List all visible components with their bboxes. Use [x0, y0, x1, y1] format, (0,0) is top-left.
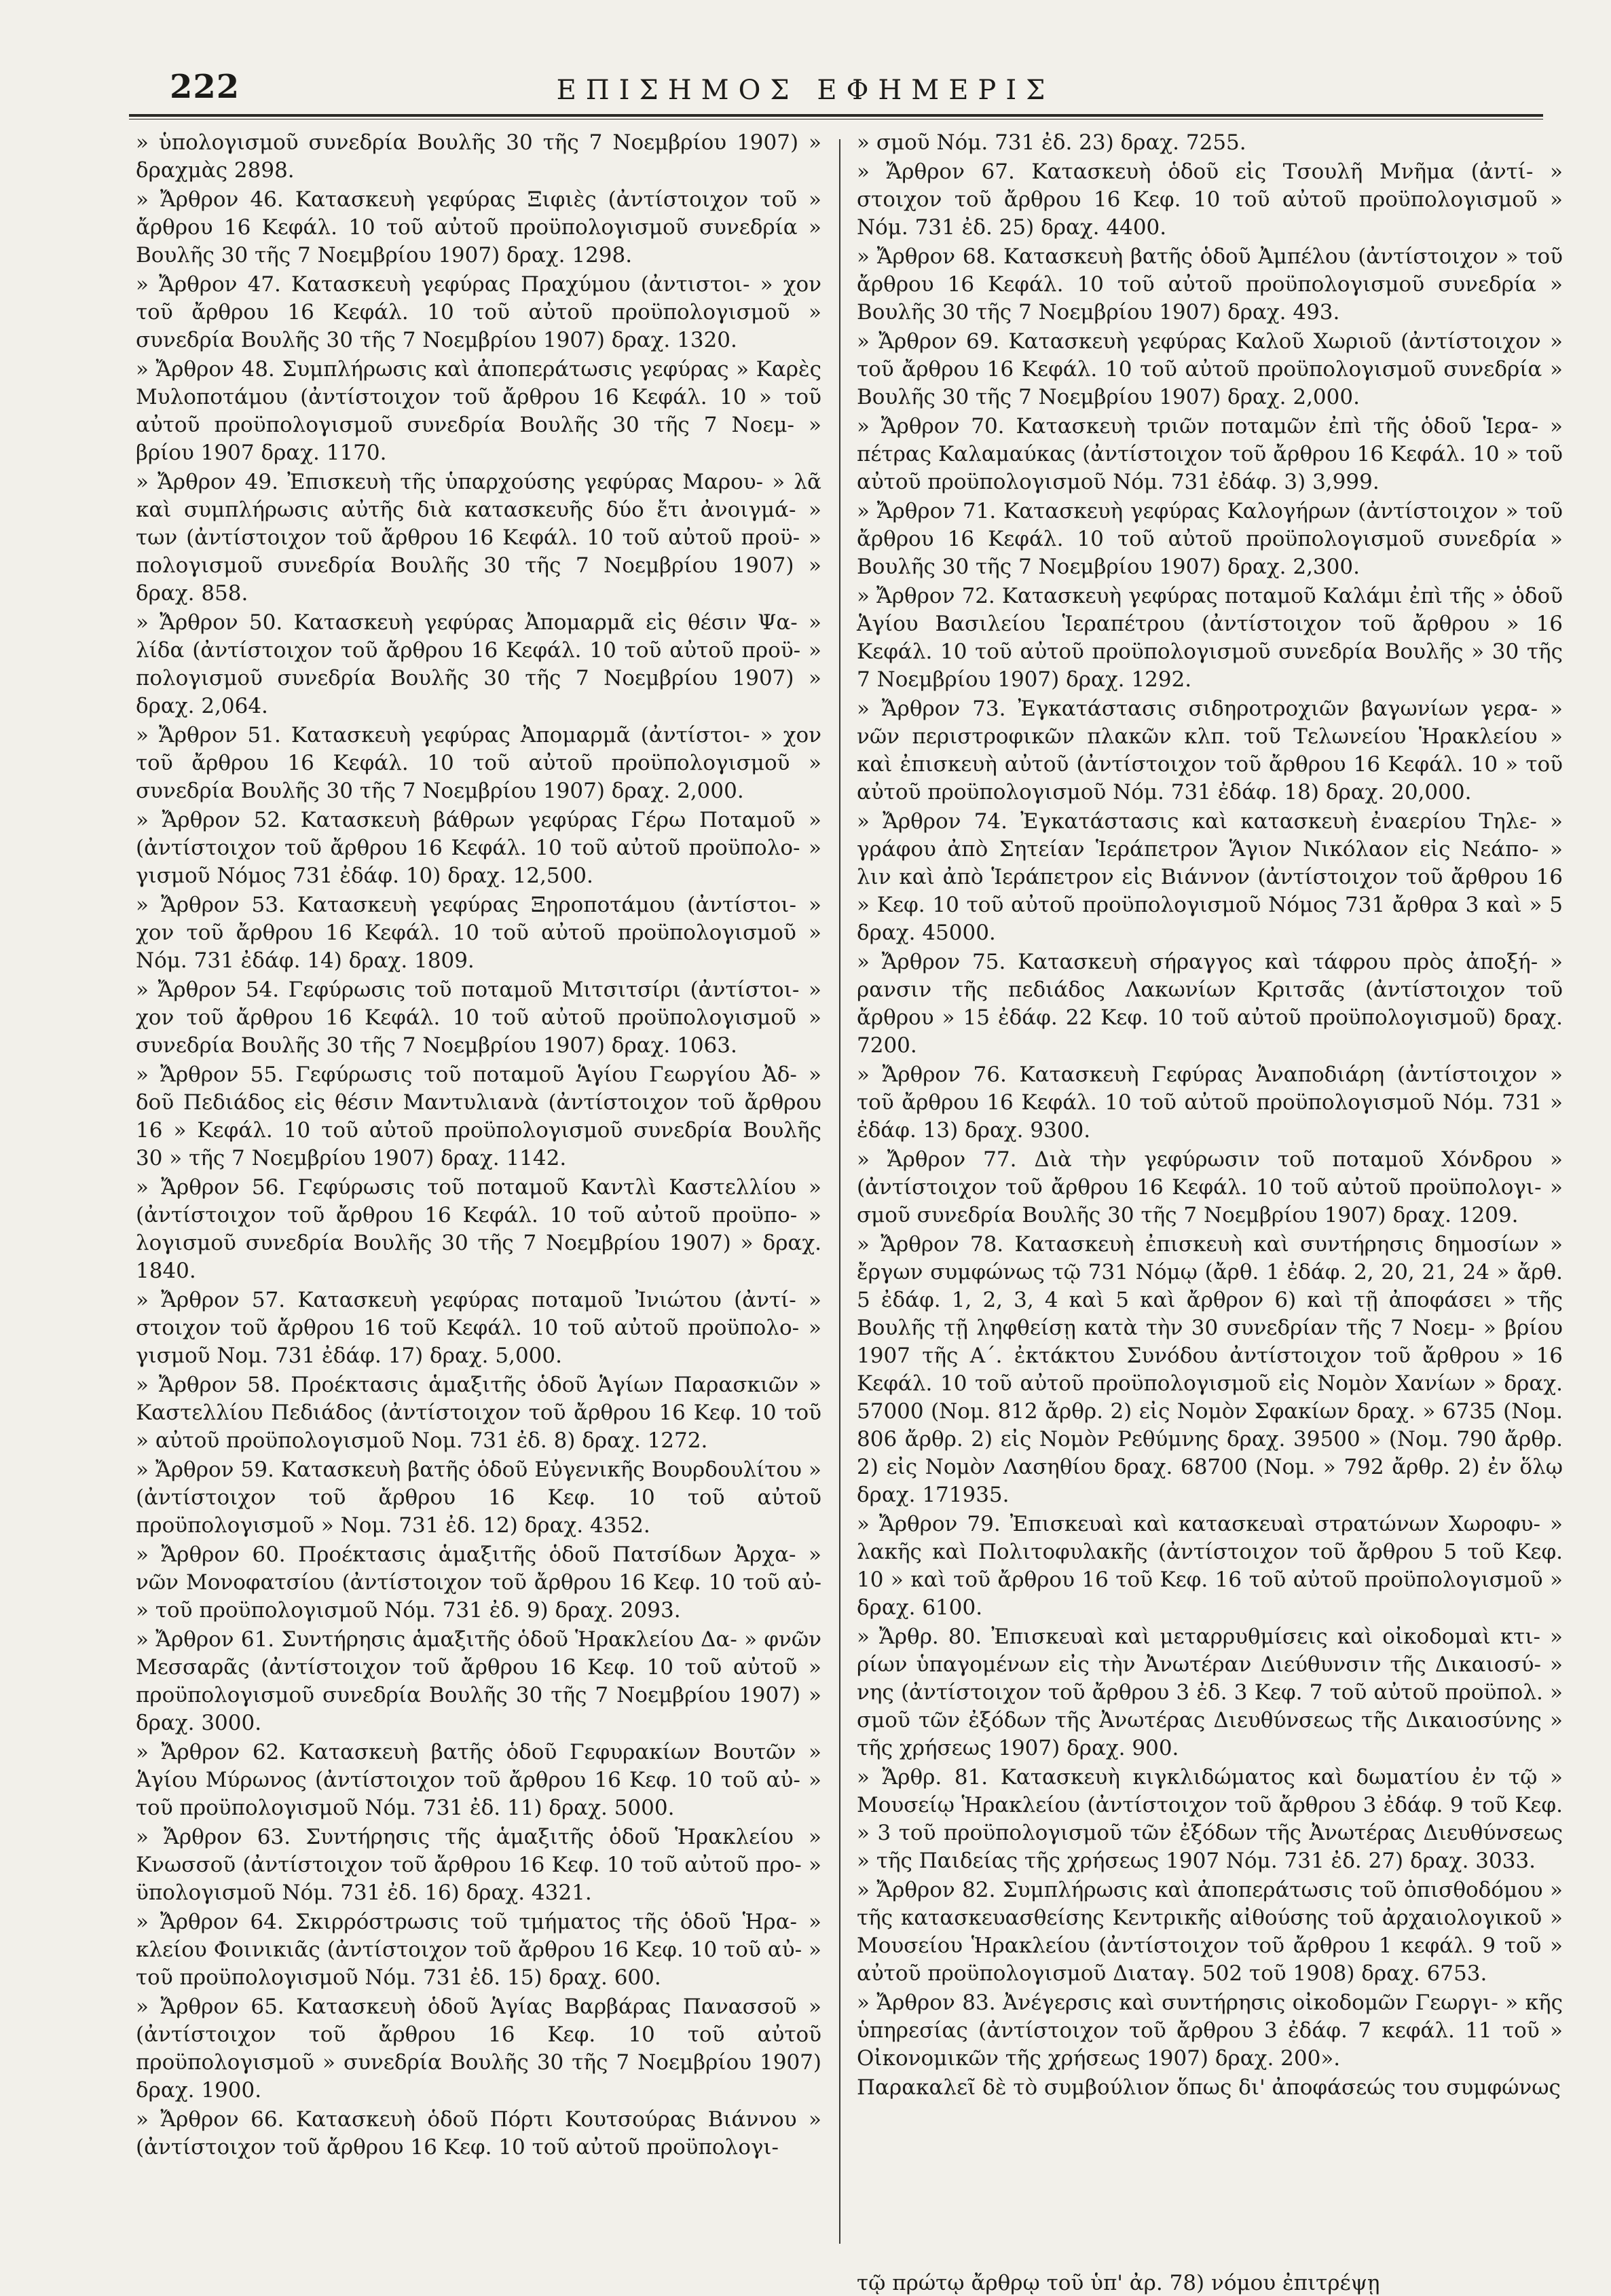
article-paragraph: » Ἄρθρον 61. Συντήρησις ἁμαξιτῆς ὁδοῦ Ἡρακλείου Δα- » φνῶν Μεσσαρᾶς (ἀντίστοιχον τοῦ ἄρθρου 16 Κεφ. 10 τοῦ αὐτοῦ » προϋπολογισμοῦ συνεδρία Βουλῆς 30 τῆς 7 Νοεμβρίου 1907) » δραχ. 3000.	[136, 1627, 821, 1735]
article-paragraph: » Ἄρθρ. 80. Ἐπισκευαὶ καὶ μεταρρυθμίσεις καὶ οἰκοδομαὶ κτι- » ρίων ὑπαγομένων εἰς τὴν Ἀνωτέραν Διεύθυνσιν τῆς Δικαιοσύ- » νης (ἀντίστοιχον τοῦ ἄρθρου 3 ἐδ. 3 Κεφ. 7 τοῦ αὐτοῦ προϋπολ. » σμοῦ τῶν ἐξόδων τῆς Ἀνωτέρας Διευθύνσεως τῆς Δικαιοσύνης » τῆς χρήσεως 1907) δραχ. 900.	[857, 1625, 1563, 1760]
article-paragraph: » Ἄρθρον 48. Συμπλήρωσις καὶ ἀποπεράτωσις γεφύρας » Καρὲς Μυλοποτάμου (ἀντίστοιχον τοῦ ἄρθρου 16 Κεφάλ. 10 » τοῦ αὐτοῦ προϋπολογισμοῦ συνεδρία Βουλῆς 30 τῆς 7 Νοεμ- » βρίου 1907 δραχ. 1170.	[136, 357, 821, 465]
cut-off-bottom-line: τῷ πρώτῳ ἄρθρῳ τοῦ ὑπ' ἀρ. 78) νόμου ἐπιτρέψῃ	[857, 2271, 1380, 2295]
article-paragraph: » Ἄρθρον 59. Κατασκευὴ βατῆς ὁδοῦ Εὐγενικῆς Βουρδουλίτου » (ἀντίστοιχον τοῦ ἄρθρου 16 Κεφ. 10 τοῦ αὐτοῦ προϋπολογισμοῦ » Νομ. 731 ἐδ. 12) δραχ. 4352.	[136, 1458, 821, 1538]
article-paragraph: Παρακαλεῖ δὲ τὸ συμβούλιον ὅπως δι' ἀποφάσεώς του συμφώνως	[857, 2075, 1561, 2100]
article-paragraph: » ὑπολογισμοῦ συνεδρία Βουλῆς 30 τῆς 7 Νοεμβρίου 1907) » δραχμὰς 2898.	[136, 130, 821, 183]
article-paragraph: » Ἄρθρον 53. Κατασκευὴ γεφύρας Ξηροποτάμου (ἀντίστοι- » χον τοῦ ἄρθρου 16 Κεφάλ. 10 τοῦ αὐτοῦ προϋπολογισμοῦ » Νόμ. 731 ἐδάφ. 14) δραχ. 1809.	[136, 893, 821, 973]
header-rule	[129, 114, 1543, 119]
article-paragraph: » Ἄρθρον 58. Προέκτασις ἁμαξιτῆς ὁδοῦ Ἁγίων Παρασκιῶν » Καστελλίου Πεδιάδος (ἀντίστοιχον τοῦ ἄρθρου 16 Κεφ. 10 τοῦ » αὐτοῦ προϋπολογισμοῦ Νομ. 731 ἐδ. 8) δραχ. 1272.	[136, 1373, 821, 1453]
right-column	[857, 129, 1563, 2103]
article-paragraph: » Ἄρθρον 54. Γεφύρωσις τοῦ ποταμοῦ Μιτσιτσίρι (ἀντίστοι- » χον τοῦ ἄρθρου 16 Κεφάλ. 10 τοῦ αὐτοῦ προϋπολογισμοῦ » συνεδρία Βουλῆς 30 τῆς 7 Νοεμβρίου 1907) δραχ. 1063.	[136, 978, 821, 1058]
article-paragraph: » Ἄρθρον 74. Ἐγκατάστασις καὶ κατασκευὴ ἐναερίου Τηλε- » γράφου ἀπὸ Σητείαν Ἱεράπετρον Ἅγιον Νικόλαον εἰς Νεάπο- » λιν καὶ ἀπὸ Ἱεράπετρον εἰς Βιάννον (ἀντίστοιχον τοῦ ἄρθρου 16 » Κεφ. 10 τοῦ αὐτοῦ προϋπολογισμοῦ Νόμος 731 ἄρθρα 3 καὶ » 5 δραχ. 45000.	[857, 809, 1563, 945]
article-paragraph: » Ἄρθρον 82. Συμπλήρωσις καὶ ἀποπεράτωσις τοῦ ὀπισθοδόμου » τῆς κατασκευασθείσης Κεντρικῆς αἰθούσης τοῦ ἀρχαιολογικοῦ » Μουσείου Ἡρακλείου (ἀντίστοιχον τοῦ ἄρθρου 1 κεφάλ. 9 τοῦ » αὐτοῦ προϋπολογισμοῦ Διαταγ. 502 τοῦ 1908) δραχ. 6753.	[857, 1878, 1563, 1986]
article-paragraph: » Ἄρθρον 67. Κατασκευὴ ὁδοῦ εἰς Τσουλῆ Μνῆμα (ἀντί- » στοιχον τοῦ ἄρθρου 16 Κεφ. 10 τοῦ αὐτοῦ προϋπολογισμοῦ » Νόμ. 731 ἐδ. 25) δραχ. 4400.	[857, 160, 1563, 240]
article-paragraph: » Ἄρθρον 63. Συντήρησις τῆς ἁμαξιτῆς ὁδοῦ Ἡρακλείου » Κνωσσοῦ (ἀντίστοιχον τοῦ ἄρθρου 16 Κεφ. 10 τοῦ αὐτοῦ προ- » ϋπολογισμοῦ Νόμ. 731 ἐδ. 16) δραχ. 4321.	[136, 1825, 821, 1905]
article-paragraph: » Ἄρθρον 83. Ἀνέγερσις καὶ συντήρησις οἰκοδομῶν Γεωργι- » κῆς ὑπηρεσίας (ἀντίστοιχον τοῦ ἄρθρου 3 ἐδάφ. 7 κεφάλ. 11 τοῦ » Οἰκονομικῶν τῆς χρήσεως 1907) δραχ. 200».	[857, 1991, 1563, 2071]
article-paragraph: » Ἄρθρον 49. Ἐπισκευὴ τῆς ὑπαρχούσης γεφύρας Μαρου- » λᾶ καὶ συμπλήρωσις αὐτῆς διὰ κατασκευῆς δύο ἔτι ἀνοιγμά- » των (ἀντίστοιχον τοῦ ἄρθρου 16 Κεφάλ. 10 τοῦ αὐτοῦ προϋ- » πολογισμοῦ συνεδρία Βουλῆς 30 τῆς 7 Νοεμβρίου 1907) » δραχ. 858.	[136, 470, 821, 606]
article-paragraph: » Ἄρθρον 60. Προέκτασις ἁμαξιτῆς ὁδοῦ Πατσίδων Ἀρχα- » νῶν Μονοφατσίου (ἀντίστοιχον τοῦ ἄρθρου 16 Κεφ. 10 τοῦ αὐ- » τοῦ προϋπολογισμοῦ Νόμ. 731 ἐδ. 9) δραχ. 2093.	[136, 1542, 821, 1623]
article-paragraph: » Ἄρθρον 64. Σκιρρόστρωσις τοῦ τμήματος τῆς ὁδοῦ Ἡρα- » κλείου Φοινικιᾶς (ἀντίστοιχον τοῦ ἄρθρου 16 Κεφ. 10 τοῦ αὐ- » τοῦ προϋπολογισμοῦ Νόμ. 731 ἐδ. 15) δραχ. 600.	[136, 1910, 821, 1990]
column-divider	[839, 139, 840, 2244]
article-paragraph: » Ἄρθρον 65. Κατασκευὴ ὁδοῦ Ἁγίας Βαρβάρας Πανασσοῦ » (ἀντίστοιχον τοῦ ἄρθρου 16 Κεφ. 10 τοῦ αὐτοῦ προϋπολογισμοῦ » συνεδρία Βουλῆς 30 τῆς 7 Νοεμβρίου 1907) δραχ. 1900.	[136, 1995, 821, 2103]
article-paragraph: » Ἄρθρον 56. Γεφύρωσις τοῦ ποταμοῦ Καντλὶ Καστελλίου » (ἀντίστοιχον τοῦ ἄρθρου 16 Κεφάλ. 10 τοῦ αὐτοῦ προϋπο- » λογισμοῦ συνεδρία Βουλῆς 30 τῆς 7 Νοεμβρίου 1907) » δραχ. 1840.	[136, 1175, 821, 1283]
article-paragraph: » Ἄρθρον 77. Διὰ τὴν γεφύρωσιν τοῦ ποταμοῦ Χόνδρου » (ἀντίστοιχον τοῦ ἄρθρου 16 Κεφάλ. 10 τοῦ αὐτοῦ προϋπολογι- » σμοῦ συνεδρία Βουλῆς 30 τῆς 7 Νοεμβρίου 1907) δραχ. 1209.	[857, 1147, 1563, 1227]
article-paragraph: » Ἄρθρον 50. Κατασκευὴ γεφύρας Ἀπομαρμᾶ εἰς θέσιν Ψα- » λίδα (ἀντίστοιχον τοῦ ἄρθρου 16 Κεφάλ. 10 τοῦ αὐτοῦ προϋ- » πολογισμοῦ συνεδρία Βουλῆς 30 τῆς 7 Νοεμβρίου 1907) » δραχ. 2,064.	[136, 610, 821, 718]
article-paragraph: » Ἄρθρον 68. Κατασκευὴ βατῆς ὁδοῦ Ἀμπέλου (ἀντίστοιχον » τοῦ ἄρθρου 16 Κεφάλ. 10 τοῦ αὐτοῦ προϋπολογισμοῦ συνεδρία » Βουλῆς 30 τῆς 7 Νοεμβρίου 1907) δραχ. 493.	[857, 244, 1563, 325]
article-paragraph: » Ἄρθρον 66. Κατασκευὴ ὁδοῦ Πόρτι Κουτσούρας Βιάννου » (ἀντίστοιχον τοῦ ἄρθρου 16 Κεφ. 10 τοῦ αὐτοῦ προϋπολογι-	[136, 2107, 821, 2160]
article-paragraph: » Ἄρθρον 69. Κατασκευὴ γεφύρας Καλοῦ Χωριοῦ (ἀντίστοιχον » τοῦ ἄρθρου 16 Κεφάλ. 10 τοῦ αὐτοῦ προϋπολογισμοῦ συνεδρία » Βουλῆς 30 τῆς 7 Νοεμβρίου 1907) δραχ. 2,000.	[857, 329, 1563, 409]
article-paragraph: » Ἄρθρον 75. Κατασκευὴ σήραγγος καὶ τάφρου πρὸς ἀποξή- » ρανσιν τῆς πεδιάδος Λακωνίων Κριτσᾶς (ἀντίστοιχον τοῦ ἄρθρου » 15 ἐδάφ. 22 Κεφ. 10 τοῦ αὐτοῦ προϋπολογισμοῦ) δραχ. 7200.	[857, 950, 1563, 1058]
article-paragraph: » Ἄρθρον 76. Κατασκευὴ Γεφύρας Ἀναποδιάρη (ἀντίστοιχον » τοῦ ἄρθρου 16 Κεφάλ. 10 τοῦ αὐτοῦ προϋπολογισμοῦ Νόμ. 731 » ἐδάφ. 13) δραχ. 9300.	[857, 1062, 1563, 1143]
article-paragraph: » Ἄρθρον 71. Κατασκευὴ γεφύρας Καλογήρων (ἀντίστοιχον » τοῦ ἄρθρου 16 Κεφάλ. 10 τοῦ αὐτοῦ προϋπολογισμοῦ συνεδρία » Βουλῆς 30 τῆς 7 Νοεμβρίου 1907) δραχ. 2,300.	[857, 499, 1563, 579]
article-paragraph: » Ἄρθρ. 81. Κατασκευὴ κιγκλιδώματος καὶ δωματίου ἐν τῷ » Μουσείῳ Ἡρακλείου (ἀντίστοιχον τοῦ ἄρθρου 3 ἐδάφ. 9 τοῦ Κεφ. » 3 τοῦ προϋπολογισμοῦ τῶν ἐξόδων τῆς Ἀνωτέρας Διευθύνσεως » τῆς Παιδείας τῆς χρήσεως 1907 Νόμ. 731 ἐδ. 27) δραχ. 3033.	[857, 1765, 1563, 1873]
left-column	[136, 129, 821, 2163]
article-paragraph: » Ἄρθρον 73. Ἐγκατάστασις σιδηροτροχιῶν βαγωνίων γερα- » νῶν περιστροφικῶν πλακῶν κλπ. τοῦ Τελωνείου Ἡρακλείου » καὶ ἐπισκευὴ αὐτοῦ (ἀντίστοιχον τοῦ ἄρθρου 16 Κεφάλ. 10 » τοῦ αὐτοῦ προϋπολογισμοῦ Νόμ. 731 ἐδάφ. 18) δραχ. 20,000.	[857, 697, 1563, 804]
article-paragraph: » Ἄρθρον 70. Κατασκευὴ τριῶν ποταμῶν ἐπὶ τῆς ὁδοῦ Ἱερα- » πέτρας Καλαμαύκας (ἀντίστοιχον τοῦ ἄρθρου 16 Κεφάλ. 10 » τοῦ αὐτοῦ προϋπολογισμοῦ Νόμ. 731 ἐδάφ. 3) 3,999.	[857, 414, 1563, 494]
article-paragraph: » σμοῦ Νόμ. 731 ἐδ. 23) δραχ. 7255.	[857, 130, 1246, 155]
article-paragraph: » Ἄρθρον 62. Κατασκευὴ βατῆς ὁδοῦ Γεφυρακίων Βουτῶν » Ἁγίου Μύρωνος (ἀντίστοιχον τοῦ ἄρθρου 16 Κεφ. 10 τοῦ αὐ- » τοῦ προϋπολογισμοῦ Νόμ. 731 ἐδ. 11) δραχ. 5000.	[136, 1740, 821, 1820]
article-paragraph: » Ἄρθρον 57. Κατασκευὴ γεφύρας ποταμοῦ Ἰνιώτου (ἀντί- » στοιχον τοῦ ἄρθρου 16 τοῦ Κεφάλ. 10 τοῦ αὐτοῦ προϋπολο- » γισμοῦ Νομ. 731 ἐδάφ. 17) δραχ. 5,000.	[136, 1288, 821, 1368]
article-paragraph: » Ἄρθρον 47. Κατασκευὴ γεφύρας Πραχύμου (ἀντιστοι- » χον τοῦ ἄρθρου 16 Κεφάλ. 10 τοῦ αὐτοῦ προϋπολογισμοῦ » συνεδρία Βουλῆς 30 τῆς 7 Νοεμβρίου 1907) δραχ. 1320.	[136, 272, 821, 352]
article-paragraph: » Ἄρθρον 55. Γεφύρωσις τοῦ ποταμοῦ Ἁγίου Γεωργίου Ἀδ- » δοῦ Πεδιάδος εἰς θέσιν Μαντυλιανὰ (ἀντίστοιχον τοῦ ἄρθρου 16 » Κεφάλ. 10 τοῦ αὐτοῦ προϋπολογισμοῦ συνεδρία Βουλῆς 30 » τῆς 7 Νοεμβρίου 1907) δραχ. 1142.	[136, 1062, 821, 1170]
article-paragraph: » Ἄρθρον 46. Κατασκευὴ γεφύρας Ξιφιὲς (ἀντίστοιχον τοῦ » ἄρθρου 16 Κεφάλ. 10 τοῦ αὐτοῦ προϋπολογισμοῦ συνεδρία » Βουλῆς 30 τῆς 7 Νοεμβρίου 1907) δραχ. 1298.	[136, 187, 821, 267]
article-paragraph: » Ἄρθρον 52. Κατασκευὴ βάθρων γεφύρας Γέρω Ποταμοῦ » (ἀντίστοιχον τοῦ ἄρθρου 16 Κεφάλ. 10 τοῦ αὐτοῦ προϋπολο- » γισμοῦ Νόμος 731 ἐδάφ. 10) δραχ. 12,500.	[136, 808, 821, 888]
page-number: 222	[170, 68, 240, 106]
article-paragraph: » Ἄρθρον 51. Κατασκευὴ γεφύρας Ἀπομαρμᾶ (ἀντίστοι- » χον τοῦ ἄρθρου 16 Κεφάλ. 10 τοῦ αὐτοῦ προϋπολογισμοῦ » συνεδρία Βουλῆς 30 τῆς 7 Νοεμβρίου 1907) δραχ. 2,000.	[136, 723, 821, 803]
running-title: ΕΠΙΣΗΜΟΣ ΕΦΗΜΕΡΙΣ	[556, 75, 1055, 106]
article-paragraph: » Ἄρθρον 78. Κατασκευὴ ἐπισκευὴ καὶ συντήρησις δημοσίων » ἔργων συμφώνως τῷ 731 Νόμῳ (ἄρθ. 1 ἐδάφ. 2, 20, 21, 24 » ἄρθ. 5 ἐδάφ. 1, 2, 3, 4 καὶ 5 καὶ ἄρθρον 6) καὶ τῇ ἀποφάσει » τῆς Βουλῆς τῇ ληφθείσῃ κατὰ τὴν 30 συνεδρίαν τῆς 7 Νοεμ- » βρίου 1907 τῆς Α΄. ἐκτάκτου Συνόδου ἀντίστοιχον τοῦ ἄρθρου » 16 Κεφάλ. 10 τοῦ αὐτοῦ προϋπολογισμοῦ εἰς Νομὸν Χανίων » δραχ. 57000 (Νομ. 812 ἄρθρ. 2) εἰς Νομὸν Σφακίων δραχ. » 6735 (Νομ. 806 ἄρθρ. 2) εἰς Νομὸν Ρεθύμνης δραχ. 39500 » (Νομ. 790 ἄρθρ. 2) εἰς Νομὸν Λασηθίου δραχ. 68700 (Νομ. » 792 ἄρθρ. 2) ἐν ὅλῳ δραχ. 171935.	[857, 1232, 1563, 1507]
article-paragraph: » Ἄρθρον 79. Ἐπισκευαὶ καὶ κατασκευαὶ στρατώνων Χωροφυ- » λακῆς καὶ Πολιτοφυλακῆς (ἀντίστοιχον τοῦ ἄρθρου 5 τοῦ Κεφ. 10 » καὶ τοῦ ἄρθρου 16 τοῦ Κεφ. 16 τοῦ αὐτοῦ προϋπολογισμοῦ » δραχ. 6100.	[857, 1512, 1563, 1620]
article-paragraph: » Ἄρθρον 72. Κατασκευὴ γεφύρας ποταμοῦ Καλάμι ἐπὶ τῆς » ὁδοῦ Ἁγίου Βασιλείου Ἱεραπέτρου (ἀντίστοιχον τοῦ ἄρθρου » 16 Κεφάλ. 10 τοῦ αὐτοῦ προϋπολογισμοῦ συνεδρία Βουλῆς » 30 τῆς 7 Νοεμβρίου 1907) δραχ. 1292.	[857, 584, 1563, 692]
